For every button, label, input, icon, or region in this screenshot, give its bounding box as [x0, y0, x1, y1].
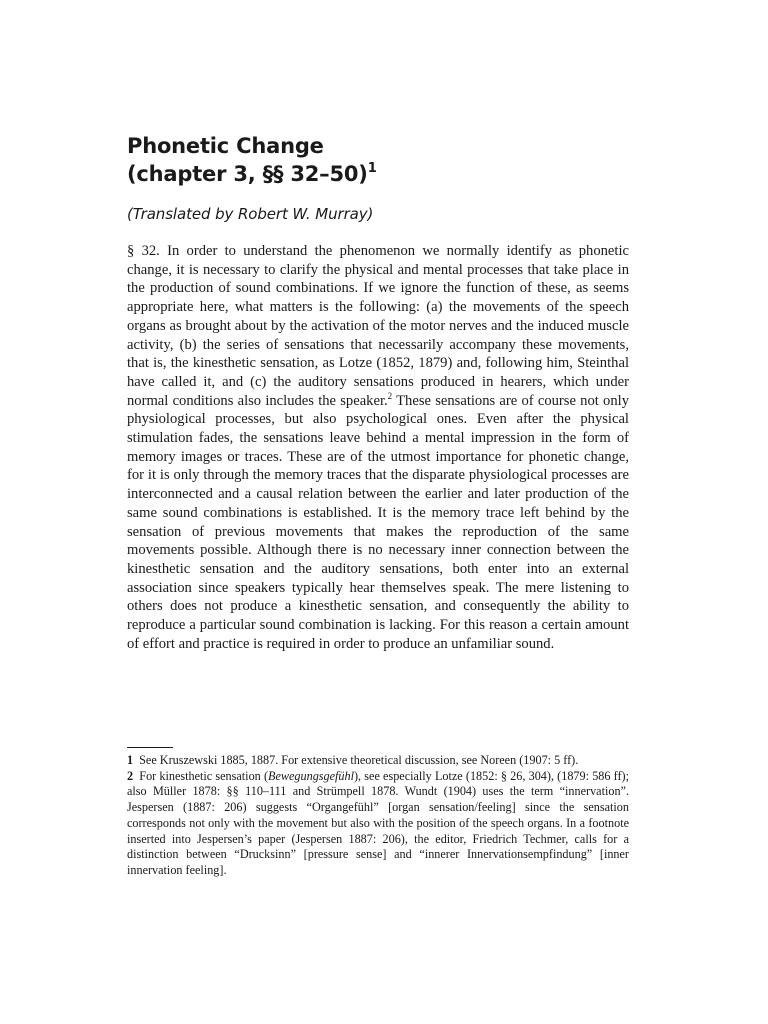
- footnote-number: 1: [127, 753, 134, 767]
- footnotes-section: [127, 747, 629, 879]
- translator-credit: (Translated by Robert W. Murray): [127, 205, 374, 223]
- document-page: [127, 132, 629, 653]
- body-paragraph: [127, 242, 629, 653]
- footnote-italic-term: Bewegungsgefühl: [268, 768, 354, 783]
- footnote-text-after: ), see especially Lotze (1852: § 26, 304), (1879: 586 ff); also Müller 1878: §§ 110–111 and Strümpell 1878. Wundt (1904) uses the term “innervation”. Jespersen (1887: 206) suggests “Organgefühl” [organ sensation/feeling] since the sensation corresponds not only with the movement but also with the position of the speech organs. In a footnote inserted into Jespersen’s paper (Jespersen 1887: 206), the editor, Friedrich Techmer, calls for a distinction between “Drucksinn” [pressure sense] and “innerer Innervationsempfindung” [inner innervation feeling].: [127, 768, 629, 877]
- body-text-part2: These sensations are of course not only physiological processes, but also psychological ones. Even after the physical stimulation fades, the sensations leave behind a mental impression in the form of memory images or traces. These are of the utmost importance for phonetic change, for it is only through the memory traces that the disparate physiological processes are interconnected and a causal relation between the earlier and later production of the same sound combinations is established. It is the memory trace left behind by the sensation of previous movements that makes the reproduction of the same movements possible. Although there is no necessary inner connection between the kinesthetic sensation and the auditory sensations, both enter into an external association since speakers typically hear themselves speak. The mere listening to others does not produce a kinesthetic sensation, and consequently the ability to reproduce a particular sound combination is lacking. For this reason a certain amount of effort and practice is required in order to produce an unfamiliar sound.: [127, 392, 629, 652]
- chapter-subtitle: [127, 160, 629, 188]
- footnote-1: [127, 753, 629, 769]
- body-text-part1: § 32. In order to understand the phenomenon we normally identify as phonetic change, it is necessary to clarify the physical and mental processes that take place in the production of sound combinations. If we ignore the function of these, as seems appropriate here, what matters is the following: (a) the movements of the speech organs as brought about by the activation of the motor nerves and the induced muscle activity, (b) the series of sensations that necessarily accompany these movements, that is, the kinesthetic sensation, as Lotze (1852, 1879) and, following him, Steinthal have called it, and (c) the auditory sensations produced in hearers, which under normal conditions also includes the speaker.: [127, 243, 629, 409]
- chapter-title: Phonetic Change: [127, 134, 324, 158]
- footnote-number: 2: [127, 768, 134, 783]
- footnote-ref-2[interactable]: 2: [387, 390, 393, 401]
- footnote-text-before: For kinesthetic sensation (: [139, 768, 269, 783]
- footnote-ref-1[interactable]: 1: [367, 161, 377, 176]
- chapter-subtitle-text: (chapter 3, §§ 32–50): [127, 162, 368, 186]
- footnote-2: [127, 769, 629, 879]
- footnote-text: See Kruszewski 1885, 1887. For extensive theoretical discussion, see Noreen (1907: 5 ff).: [139, 753, 579, 767]
- footnote-divider: [127, 747, 173, 748]
